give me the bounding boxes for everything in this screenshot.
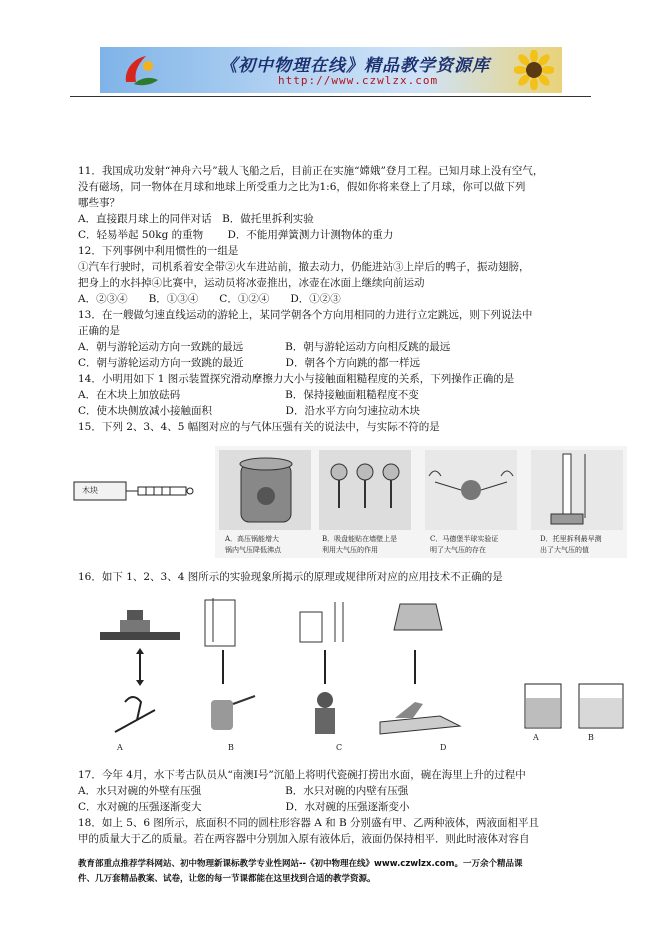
fig-a-pressure-block	[100, 610, 180, 732]
q17-options-cd: C．水对碗的压强逐渐变大 D．水对碗的压强逐渐变小	[78, 801, 410, 813]
q17-options-ab: A．水只对碗的外壁有压强 B．水只对碗的内壁有压强	[78, 785, 409, 797]
containers-figure	[517, 676, 627, 732]
header-banner	[100, 47, 562, 93]
fig16-label-b: B	[228, 743, 234, 752]
principle-application-figures	[95, 592, 465, 752]
q14-stem: 14．小明用如下 1 图示装置探究滑动摩擦力大小与接触面粗糙程度的关系，下列操作正确的是	[78, 373, 515, 385]
torricelli-tube-drawing	[531, 450, 623, 530]
q12-items-2: 把身上的水抖掉④比赛中，运动员将冰壶推出，冰壶在冰面上继续向前运动	[78, 277, 425, 289]
block-label: 木块	[82, 486, 98, 495]
fig-c-diver	[300, 602, 343, 734]
footer-line-1: 教育部重点推荐学科网站、初中物理新课标教学专业性网站--《初中物理在线》www.czwlzx.com。一万余个精品课	[78, 859, 523, 869]
sunflower-icon	[514, 50, 554, 90]
q16-stem: 16．如下 1、2、3、4 图所示的实验现象所揭示的原理或规律所对应的应用技术不正确的是	[78, 571, 503, 583]
suction-hooks-photo	[319, 450, 411, 530]
caption-c: C．马德堡半球实验证 明了大气压的存在	[430, 535, 499, 554]
fig-d-airplane	[380, 604, 460, 734]
q11-options-ab: A．直接跟月球上的同伴对话 B．做托里拆利实验	[78, 213, 314, 225]
caption-a: A．高压锅能增大 锅内气压降低沸点	[225, 535, 281, 554]
container-label-a: A	[533, 733, 539, 742]
caption-d: D．托里拆利最早测 出了大气压的值	[540, 535, 602, 554]
q13-stem-2: 正确的是	[78, 325, 120, 337]
q18-stem-2: 甲的质量大于乙的质量。若在两容器中分别加入原有液体后，液面仍保持相平．则此时液体对容自	[78, 833, 530, 845]
q11-stem: 11．我国成功发射“神舟六号”载人飞船之后，目前正在实施“嫦娥”登月工程。已知月球上没有空气，	[78, 165, 544, 177]
caption-b: B．吸盘能贴在墙壁上是 利用大气压的作用	[322, 535, 398, 554]
fig16-label-d: D	[440, 743, 447, 752]
banner-url[interactable]: http://www.czwlzx.com	[278, 74, 439, 87]
fig16-label-a: A	[117, 743, 123, 752]
q12-items: ①汽车行驶时，司机系着安全带②火车进站前，撤去动力，仍能进站③上岸后的鸭子，振动翅膀，	[78, 261, 530, 273]
footer-line-2: 件、几万套精品教案、试卷，让您的每一节课都能在这里找到合适的教学资源。	[78, 874, 376, 884]
q13-options-ab: A．朝与游轮运动方向一致跳的最远 B．朝与游轮运动方向相反跳的最远	[78, 341, 451, 353]
pressure-cooker-photo	[219, 450, 311, 530]
fig16-label-c: C	[336, 743, 343, 752]
q12-options: A．②③④ B．①③④ C．①②④ D．①②③	[78, 293, 341, 305]
q12-stem: 12．下列事例中利用惯性的一组是	[78, 245, 239, 257]
q13-stem: 13．在一艘做匀速直线运动的游轮上，某同学朝各个方向用相同的力进行立定跳远，则下列说法中	[78, 309, 533, 321]
banner-title: 《初中物理在线》精品教学资源库	[220, 56, 490, 76]
fig-b-sprayer	[205, 598, 255, 730]
q18-stem: 18．如上 5、6 图所示，底面积不同的圆柱形容器 A 和 B 分别盛有甲、乙两种液体，两液面相平且	[78, 817, 540, 829]
q11-stem-2: 没有磁场，同一物体在月球和地球上所受重力之比为1:6，假如你将来登上了月球，你可以做下列	[78, 181, 526, 193]
site-logo-icon	[120, 52, 160, 88]
header-rule	[70, 96, 591, 97]
q11-stem-3: 哪些事？	[78, 197, 120, 209]
q14-options-ab: A．在木块上加放砝码 B．保持接触面粗糙程度不变	[78, 389, 419, 401]
q17-stem: 17．今年 4月，水下考古队员从“南澳Ⅰ号”沉船上将明代瓷碗打捞出水面，碗在海里上升的过程中	[78, 769, 526, 781]
container-label-b: B	[588, 733, 594, 742]
q11-options-cd: C．轻易举起 50kg 的重物 D．不能用弹簧测力计测物体的重力	[78, 229, 394, 241]
q15-stem: 15．下列 2、3、4、5 幅图对应的与气体压强有关的说法中，与实际不符的是	[78, 421, 440, 433]
q14-options-cd: C．使木块侧放减小接触面积 D．沿水平方向匀速拉动木块	[78, 405, 420, 417]
footer-note	[78, 857, 598, 887]
q13-options-cd: C．朝与游轮运动方向一致跳的最近 D．朝各个方向跳的都一样远	[78, 357, 420, 369]
magdeburg-hemispheres-drawing	[425, 450, 517, 530]
